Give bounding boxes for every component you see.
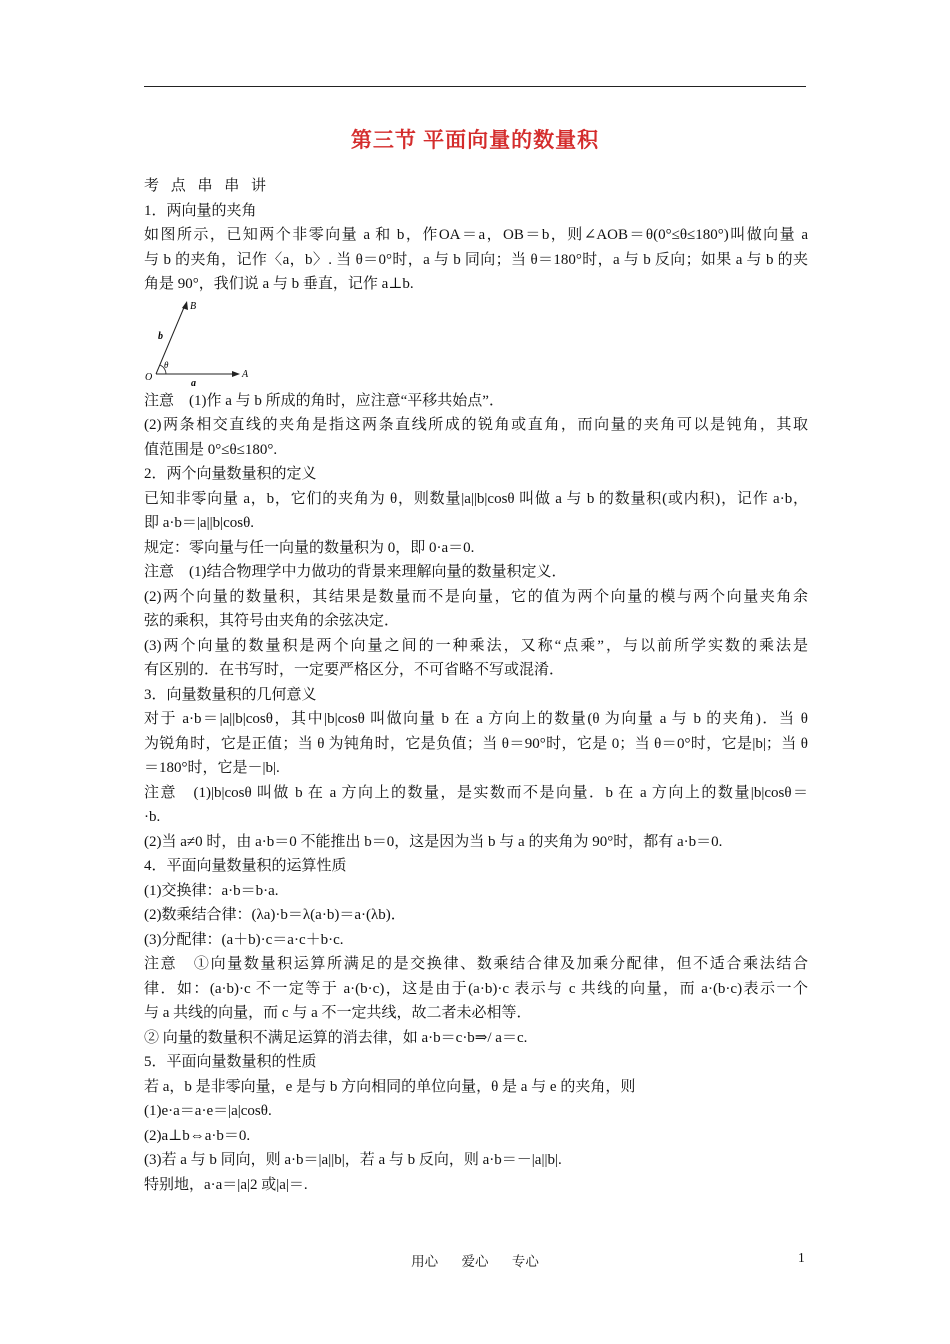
paragraph-line: 弦的乘积，其符号由夹角的余弦决定． [144, 613, 400, 629]
paragraph-line: (2)数乘结合律：(λa)·b＝λ(a·b)＝a·(λb)． [144, 907, 406, 923]
section-intro: 考 点 串 串 讲 [144, 178, 271, 194]
vector-a-arrowhead [232, 371, 240, 377]
header-rule [144, 86, 806, 87]
paragraph-line: (1)交换律：a·b＝b·a. [144, 882, 279, 899]
paragraph-line: 值范围是 0°≤θ≤180°. [144, 441, 278, 458]
paragraph-line: 特别地，a·a＝|a|2 或|a|＝. [144, 1176, 308, 1193]
paragraph-line: (2)a⊥b⇔a·b＝0. [144, 1127, 251, 1144]
paragraph-line: 即 a·b＝|a||b|cosθ. [144, 515, 255, 531]
note-line: 注意 (1)作 a 与 b 所成的角时，应注意“平移共始点”． [144, 392, 504, 409]
paragraph-line: ·b. [144, 809, 161, 825]
paragraph-line: 为锐角时，它是正值；当 θ 为钝角时，它是负值；当 θ＝90°时，它是 0；当 θ＝0°时，它是|b|；当 θ [144, 735, 808, 752]
document-body [144, 174, 808, 1197]
heading-1: 1．两向量的夹角 [144, 202, 257, 219]
vector-b-arrowhead [182, 301, 188, 310]
paragraph-line: (3)若 a 与 b 同向，则 a·b＝|a||b|，若 a 与 b 反向，则 a·b＝－|a||b|. [144, 1152, 562, 1168]
paragraph-line: 对于 a·b＝|a||b|cosθ，其中|b|cosθ 叫做向量 b 在 a 方向上的数量(θ 为向量 a 与 b 的夹角)．当 θ [144, 711, 808, 727]
paragraph-line: 已知非零向量 a，b，它们的夹角为 θ，则数量|a||b|cosθ 叫做 a 与 b 的数量积(或内积)，记作 a·b， [144, 490, 808, 507]
footer-motto-word: 爱心 [461, 1254, 489, 1269]
paragraph-line: 与 a 共线的向量，而 c 与 a 不一定共线，故二者未必相等． [144, 1005, 532, 1021]
paragraph-line: (2)两个向量的数量积，其结果是数量而不是向量，它的值为两个向量的模与两个向量夹角余 [144, 588, 808, 605]
paragraph-line: 若 a，b 是非零向量，e 是与 b 方向相同的单位向量，θ 是 a 与 e 的夹角，则 [144, 1078, 636, 1095]
label-B: B [190, 300, 197, 312]
paragraph-line: 规定：零向量与任一向量的数量积为 0，即 0·a＝0. [144, 539, 475, 556]
footer-motto-word: 专心 [511, 1254, 539, 1269]
paragraph-line: (3)分配律：(a＋b)·c＝a·c＋b·c. [144, 931, 344, 948]
footer-motto [0, 1250, 950, 1270]
note-line: 注意 ①向量数量积运算所满足的是交换律、数乘结合律及加乘分配律，但不适合乘法结合 [144, 956, 808, 972]
paragraph-line: (2)当 a≠0 时，由 a·b＝0 不能推出 b＝0，这是因为当 b 与 a 的夹角为 90°时，都有 a·b＝0. [144, 833, 723, 850]
paragraph-line: ② 向量的数量积不满足运算的消去律，如 a·b＝c·b⇒/ a＝c. [144, 1029, 528, 1046]
paragraph-line: (3)两个向量的数量积是两个向量之间的一种乘法，又称“点乘”，与以前所学实数的乘法是 [144, 637, 808, 654]
note-line: 注意 (1)结合物理学中力做功的背景来理解向量的数量积定义． [144, 564, 567, 580]
page-title: 第三节 平面向量的数量积 [350, 128, 600, 152]
paragraph-line: 律．如：(a·b)·c 不一定等于 a·(b·c)，这是由于(a·b)·c 表示与 c 共线的向量，而 a·(b·c)表示一个 [144, 980, 808, 997]
page-number: 1 [798, 1250, 805, 1265]
angle-diagram [144, 297, 254, 389]
paragraph-line: (1)e·a＝a·e＝|a|cosθ. [144, 1103, 272, 1119]
note-line: 注意 (1)|b|cosθ 叫做 b 在 a 方向上的数量，是实数而不是向量．b 在 a 方向上的数量|b|cosθ＝ [144, 784, 808, 801]
paragraph-line: 如图所示，已知两个非零向量 a 和 b，作OA＝a，OB＝b，则∠AOB＝θ(0°≤θ≤180°)叫做向量 a [144, 227, 808, 243]
label-A: A [242, 368, 249, 380]
heading-4: 4．平面向量数量积的运算性质 [144, 858, 347, 874]
label-O: O [145, 371, 153, 383]
footer-motto-word: 用心 [411, 1254, 439, 1269]
paragraph-line: 与 b 的夹角，记作〈a，b〉. 当 θ＝0°时，a 与 b 同向；当 θ＝180°时，a 与 b 反向；如果 a 与 b 的夹 [144, 251, 808, 268]
heading-2: 2．两个向量数量积的定义 [144, 466, 317, 482]
heading-5: 5．平面向量数量积的性质 [144, 1054, 317, 1070]
label-a: a [191, 377, 196, 389]
heading-3: 3．向量数量积的几何意义 [144, 686, 317, 703]
paragraph-line: 有区别的．在书写时，一定要严格区分，不可省略不写或混淆． [144, 662, 565, 678]
label-b: b [158, 330, 163, 342]
label-theta: θ [164, 359, 169, 370]
paragraph-line: ＝180°时，它是－|b|. [144, 760, 280, 776]
angle-figure [144, 297, 808, 389]
paragraph-line: 角是 90°，我们说 a 与 b 垂直，记作 a⊥b. [144, 276, 414, 292]
paragraph-line: (2)两条相交直线的夹角是指这两条直线所成的锐角或直角，而向量的夹角可以是钝角，其取 [144, 417, 808, 433]
